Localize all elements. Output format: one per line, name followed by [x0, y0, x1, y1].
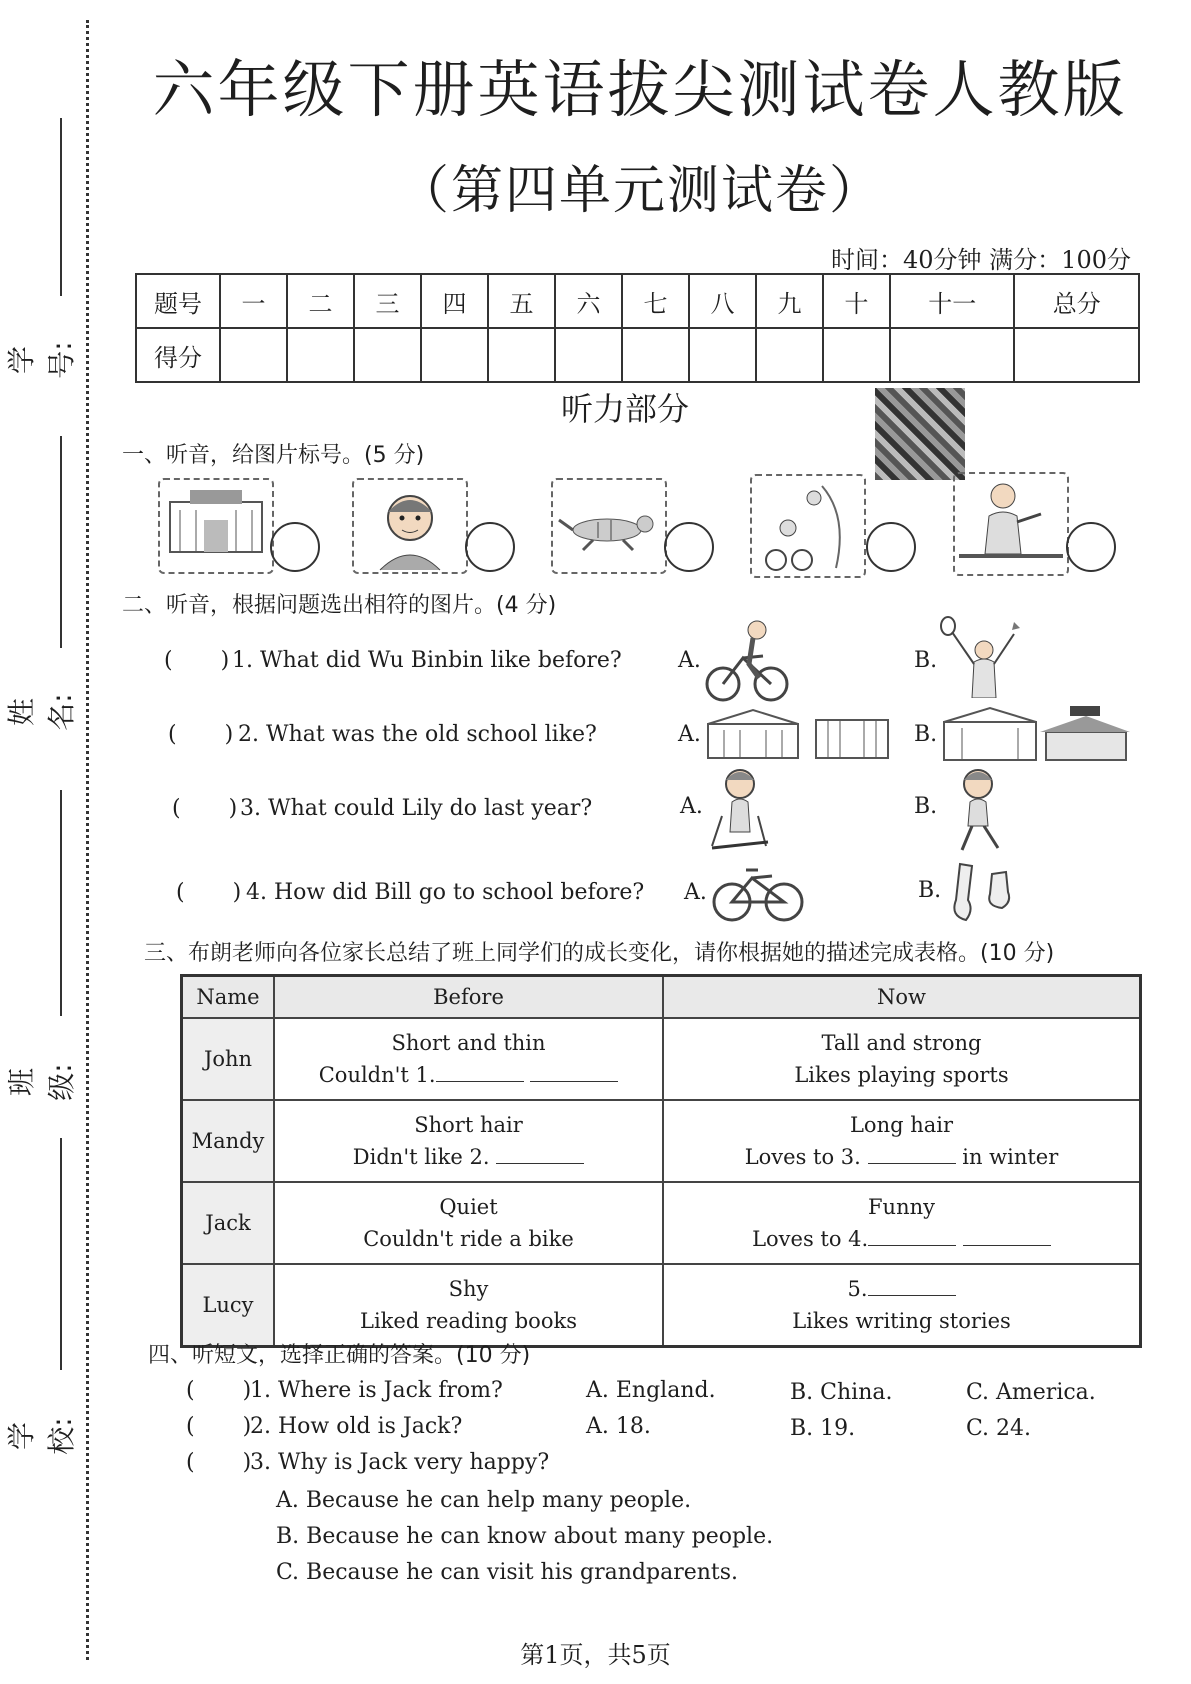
exam-meta: 时间：40分钟 满分：100分: [831, 246, 1131, 274]
close-paren: ): [232, 880, 242, 905]
blank-prefix: Couldn't 1.: [318, 1063, 436, 1087]
blank-suffix: in winter: [962, 1145, 1059, 1169]
blank-4a[interactable]: [868, 1227, 956, 1246]
score-header-cell: 十: [823, 274, 890, 328]
open-paren: (: [164, 648, 173, 673]
before-line-2: [276, 1141, 661, 1173]
teacher-icon: [953, 472, 1069, 576]
table-row: [182, 1018, 1141, 1100]
open-paren: (: [176, 880, 185, 905]
now-line-2: Likes playing sports: [794, 1063, 1009, 1087]
question-text: 1. What did Wu Binbin like before?: [232, 648, 622, 673]
score-header-row: [136, 274, 1139, 328]
question-text: 1. Where is Jack from?: [250, 1378, 503, 1403]
tiger-icon: [551, 478, 667, 574]
score-header-cell: 三: [354, 274, 421, 328]
blank-prefix: Loves to 3.: [744, 1145, 861, 1169]
blank-1b[interactable]: [530, 1063, 618, 1082]
before-line-1: Short hair: [414, 1113, 523, 1137]
now-line-1: Funny: [867, 1195, 935, 1219]
q4-3-paren[interactable]: [186, 1450, 251, 1475]
score-header-cell: 四: [421, 274, 488, 328]
close-paren: ): [220, 648, 230, 673]
running-girl-icon: [940, 766, 1016, 854]
score-blank-cell[interactable]: [421, 328, 488, 382]
qr-code-icon: [875, 388, 965, 480]
cycling-kids-icon: [750, 474, 866, 578]
close-paren: ): [242, 1378, 252, 1403]
page-subtitle: （第四单元测试卷）: [396, 161, 883, 221]
score-blank-cell[interactable]: [555, 328, 622, 382]
score-blank-cell[interactable]: [1014, 328, 1139, 382]
bicycle-icon: [710, 856, 806, 926]
score-header-cell: 一: [220, 274, 287, 328]
answer-circle-2[interactable]: [465, 522, 515, 572]
before-cell: [274, 1264, 663, 1347]
blank-4b[interactable]: [963, 1227, 1051, 1246]
table-row: [182, 1264, 1141, 1347]
before-line-2: Liked reading books: [360, 1309, 577, 1333]
table-row: [182, 1182, 1141, 1264]
now-cell: [663, 1264, 1141, 1347]
answer-circle-1[interactable]: [270, 522, 320, 572]
growth-table: [180, 974, 1142, 1348]
score-header-cell: 二: [287, 274, 354, 328]
option-a[interactable]: A. 18.: [586, 1414, 651, 1439]
option-b-label[interactable]: B.: [918, 878, 942, 903]
option-a-label[interactable]: A.: [678, 722, 701, 747]
page-title: 六年级下册英语拔尖测试卷人教版: [152, 53, 1128, 126]
before-line-2: [276, 1059, 661, 1091]
score-label-cell: 得分: [136, 328, 220, 382]
name-line: [60, 436, 62, 648]
option-c[interactable]: C. America.: [966, 1380, 1096, 1405]
before-cell: [274, 1018, 663, 1100]
option-a[interactable]: A. Because he can help many people.: [276, 1488, 692, 1513]
q2-2-paren[interactable]: [168, 722, 233, 747]
binding-dashed-line: [86, 20, 89, 1660]
header-now: Now: [663, 976, 1141, 1019]
boy-portrait-icon: [352, 478, 468, 574]
q2-3-paren[interactable]: [172, 796, 237, 821]
now-line-1: Tall and strong: [821, 1031, 982, 1055]
student-id-label: 学号:: [5, 341, 78, 379]
listening-part-heading: 听力部分: [560, 390, 689, 428]
blank-2[interactable]: [496, 1145, 584, 1164]
blank-prefix: Loves to 4.: [752, 1227, 869, 1251]
header-before: Before: [274, 976, 663, 1019]
cycling-man-icon: [703, 618, 793, 706]
score-blank-cell[interactable]: [354, 328, 421, 382]
blank-3[interactable]: [868, 1145, 956, 1164]
option-c[interactable]: C. 24.: [966, 1416, 1032, 1441]
score-header-cell: 七: [622, 274, 689, 328]
class-line: [60, 790, 62, 1016]
student-name: Jack: [182, 1182, 275, 1264]
now-cell: [663, 1018, 1141, 1100]
question-text: 2. What was the old school like?: [238, 722, 597, 747]
student-id-line: [60, 118, 62, 296]
student-name: Lucy: [182, 1264, 275, 1347]
answer-circle-4[interactable]: [866, 522, 916, 572]
option-c[interactable]: C. Because he can visit his grandparents.: [276, 1560, 739, 1585]
now-line-2: [665, 1141, 1138, 1173]
score-header-cell: 五: [488, 274, 555, 328]
section2-title: 二、听音，根据问题选出相符的图片。(4 分): [122, 593, 557, 618]
blank-5[interactable]: [868, 1277, 956, 1296]
score-blank-cell[interactable]: [890, 328, 1014, 382]
q4-2-paren[interactable]: [186, 1414, 251, 1439]
answer-circle-5[interactable]: [1066, 522, 1116, 572]
now-line-1: Long hair: [849, 1113, 954, 1137]
blank-prefix: 5.: [847, 1277, 868, 1301]
new-school-icon: [940, 702, 1130, 764]
score-blank-cell[interactable]: [287, 328, 354, 382]
growth-header-row: [182, 976, 1141, 1019]
q2-1-paren[interactable]: [164, 648, 229, 673]
score-blank-cell[interactable]: [488, 328, 555, 382]
before-line-2: Couldn't ride a bike: [363, 1227, 574, 1251]
score-blank-cell[interactable]: [756, 328, 823, 382]
student-name: John: [182, 1018, 275, 1100]
now-line-1: [665, 1273, 1138, 1305]
now-cell: [663, 1182, 1141, 1264]
score-value-row: [136, 328, 1139, 382]
now-line-2: Likes writing stories: [792, 1309, 1011, 1333]
q4-1-paren[interactable]: [186, 1378, 251, 1403]
score-blank-cell[interactable]: [689, 328, 756, 382]
option-b-label[interactable]: B.: [914, 794, 938, 819]
score-header-cell: 总分: [1014, 274, 1139, 328]
open-paren: (: [172, 796, 181, 821]
name-label: 姓名:: [5, 693, 78, 731]
header-name: Name: [182, 976, 275, 1019]
question-text: 2. How old is Jack?: [250, 1414, 463, 1439]
school-gate-icon: [158, 478, 274, 574]
score-header-cell: 九: [756, 274, 823, 328]
school-line: [60, 1138, 62, 1370]
score-blank-cell[interactable]: [622, 328, 689, 382]
score-header-cell: 十一: [890, 274, 1014, 328]
score-header-cell: 题号: [136, 274, 220, 328]
close-paren: ): [224, 722, 234, 747]
before-cell: [274, 1182, 663, 1264]
walking-feet-icon: [946, 860, 1022, 924]
school-label: 学校:: [5, 1417, 78, 1455]
before-line-1: Shy: [448, 1277, 489, 1301]
q2-4-paren[interactable]: [176, 880, 241, 905]
section4-title: 四、听短文，选择正确的答案。(10 分): [148, 1343, 531, 1368]
student-name: Mandy: [182, 1100, 275, 1182]
option-b[interactable]: B. China.: [790, 1380, 893, 1405]
answer-circle-3[interactable]: [664, 522, 714, 572]
now-line-2: [665, 1223, 1138, 1255]
class-label: 班级:: [5, 1063, 78, 1101]
open-paren: (: [186, 1414, 195, 1439]
option-b[interactable]: B. Because he can know about many people.: [276, 1524, 774, 1549]
option-b-label[interactable]: B.: [914, 722, 938, 747]
option-a-label[interactable]: A.: [678, 648, 701, 673]
option-a-label[interactable]: A.: [684, 880, 707, 905]
option-a[interactable]: A. England.: [586, 1378, 716, 1403]
blank-prefix: Didn't like 2.: [352, 1145, 490, 1169]
page-number: 第1页，共5页: [520, 1641, 671, 1669]
close-paren: ): [242, 1450, 252, 1475]
score-header-cell: 六: [555, 274, 622, 328]
question-text: 3. Why is Jack very happy?: [250, 1450, 550, 1475]
before-line-1: Quiet: [439, 1195, 498, 1219]
badminton-icon: [938, 612, 1028, 698]
open-paren: (: [186, 1378, 195, 1403]
old-school-icon: [704, 706, 894, 762]
open-paren: (: [168, 722, 177, 747]
now-cell: [663, 1100, 1141, 1182]
option-a-label[interactable]: A.: [680, 794, 703, 819]
before-cell: [274, 1100, 663, 1182]
question-text: 4. How did Bill go to school before?: [246, 880, 645, 905]
before-line-1: Short and thin: [391, 1031, 546, 1055]
option-b-label[interactable]: B.: [914, 648, 938, 673]
question-text: 3. What could Lily do last year?: [240, 796, 593, 821]
score-header-cell: 八: [689, 274, 756, 328]
score-blank-cell[interactable]: [823, 328, 890, 382]
open-paren: (: [186, 1450, 195, 1475]
close-paren: ): [228, 796, 238, 821]
blank-1a[interactable]: [436, 1063, 524, 1082]
score-blank-cell[interactable]: [220, 328, 287, 382]
option-b[interactable]: B. 19.: [790, 1416, 856, 1441]
table-row: [182, 1100, 1141, 1182]
section1-title: 一、听音，给图片标号。(5 分): [122, 443, 425, 468]
section3-title: 三、布朗老师向各位家长总结了班上同学们的成长变化，请你根据她的描述完成表格。(10 分): [144, 941, 1055, 966]
close-paren: ): [242, 1414, 252, 1439]
skiing-girl-icon: [702, 766, 778, 854]
score-table: [135, 273, 1140, 383]
